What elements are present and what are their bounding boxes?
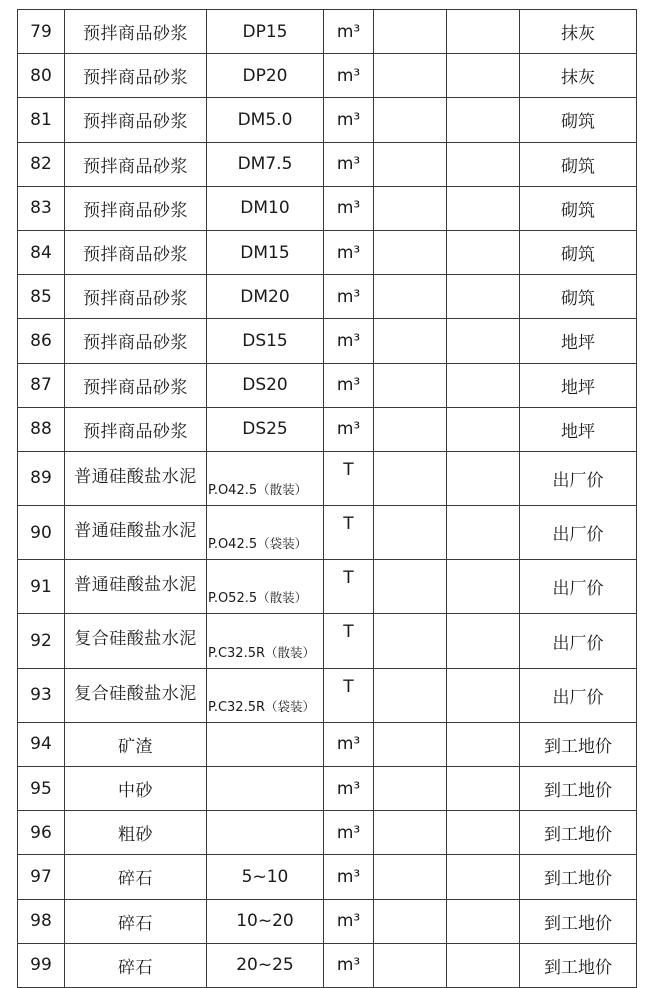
blank-cell — [374, 855, 447, 899]
row-number: 89 — [18, 451, 65, 505]
unit-cell: T — [324, 614, 374, 668]
blank-cell — [374, 275, 447, 319]
material-name: 预拌商品砂浆 — [65, 407, 207, 451]
blank-cell — [374, 767, 447, 811]
spec-cell — [207, 668, 324, 722]
table-row — [18, 186, 637, 230]
material-name: 预拌商品砂浆 — [65, 54, 207, 98]
material-name: 预拌商品砂浆 — [65, 275, 207, 319]
unit-cell: m³ — [324, 767, 374, 811]
spec-cell — [207, 614, 324, 668]
note-cell: 出厂价 — [520, 614, 637, 668]
blank-cell — [374, 319, 447, 363]
material-name: 普通硅酸盐水泥 — [65, 560, 207, 614]
blank-cell — [447, 230, 520, 274]
note-cell: 到工地价 — [520, 722, 637, 766]
table-row — [18, 668, 637, 722]
spec-cell: DM10 — [207, 186, 324, 230]
blank-cell — [447, 363, 520, 407]
blank-cell — [447, 668, 520, 722]
blank-cell — [374, 142, 447, 186]
spec-cell — [207, 767, 324, 811]
table-body — [18, 10, 637, 988]
spec-cell: DP20 — [207, 54, 324, 98]
spec-cell: DM15 — [207, 230, 324, 274]
row-number: 90 — [18, 506, 65, 560]
row-number: 83 — [18, 186, 65, 230]
row-number: 81 — [18, 98, 65, 142]
unit-cell: m³ — [324, 319, 374, 363]
note-cell: 砌筑 — [520, 98, 637, 142]
spec-cell — [207, 560, 324, 614]
spec-cell — [207, 811, 324, 855]
spec-grade: P.C32.5R — [208, 645, 266, 661]
blank-cell — [374, 186, 447, 230]
unit-cell: m³ — [324, 275, 374, 319]
spec-cell: DS20 — [207, 363, 324, 407]
table-row — [18, 363, 637, 407]
price-table — [17, 9, 637, 988]
spec-cell: DM7.5 — [207, 142, 324, 186]
unit-cell: m³ — [324, 407, 374, 451]
table-row — [18, 10, 637, 54]
spec-cell: 10~20 — [207, 899, 324, 943]
row-number: 91 — [18, 560, 65, 614]
note-cell: 出厂价 — [520, 506, 637, 560]
material-name: 普通硅酸盐水泥 — [65, 451, 207, 505]
table-row — [18, 811, 637, 855]
spec-grade: P.O42.5 — [208, 537, 258, 553]
row-number: 88 — [18, 407, 65, 451]
blank-cell — [374, 614, 447, 668]
unit-cell: m³ — [324, 142, 374, 186]
unit-cell: m³ — [324, 855, 374, 899]
material-name: 预拌商品砂浆 — [65, 186, 207, 230]
blank-cell — [447, 54, 520, 98]
blank-cell — [374, 230, 447, 274]
spec-packaging: （袋装） — [265, 698, 316, 714]
blank-cell — [374, 560, 447, 614]
spec-cell: DS25 — [207, 407, 324, 451]
unit-cell: T — [324, 668, 374, 722]
row-number: 99 — [18, 943, 65, 987]
material-name: 粗砂 — [65, 811, 207, 855]
material-name: 矿渣 — [65, 722, 207, 766]
spec-packaging: （袋装） — [257, 536, 308, 552]
row-number: 82 — [18, 142, 65, 186]
unit-cell: T — [324, 451, 374, 505]
spec-cell — [207, 451, 324, 505]
blank-cell — [447, 767, 520, 811]
blank-cell — [374, 899, 447, 943]
note-cell: 砌筑 — [520, 142, 637, 186]
unit-cell: m³ — [324, 230, 374, 274]
row-number: 86 — [18, 319, 65, 363]
unit-cell: m³ — [324, 899, 374, 943]
blank-cell — [447, 275, 520, 319]
note-cell: 到工地价 — [520, 767, 637, 811]
blank-cell — [374, 407, 447, 451]
note-cell: 地坪 — [520, 319, 637, 363]
table-row — [18, 722, 637, 766]
table-row — [18, 407, 637, 451]
note-cell: 出厂价 — [520, 451, 637, 505]
note-cell: 抹灰 — [520, 54, 637, 98]
note-cell: 到工地价 — [520, 899, 637, 943]
row-number: 97 — [18, 855, 65, 899]
spec-packaging: （散装） — [257, 482, 308, 498]
unit-cell: m³ — [324, 811, 374, 855]
spec-packaging: （散装） — [265, 644, 316, 660]
blank-cell — [447, 560, 520, 614]
material-name: 普通硅酸盐水泥 — [65, 506, 207, 560]
spec-cell: DS15 — [207, 319, 324, 363]
row-number: 98 — [18, 899, 65, 943]
table-row — [18, 506, 637, 560]
spec-cell: DP15 — [207, 10, 324, 54]
unit-cell: m³ — [324, 98, 374, 142]
note-cell: 砌筑 — [520, 275, 637, 319]
spec-cell: DM20 — [207, 275, 324, 319]
blank-cell — [447, 506, 520, 560]
note-cell: 抹灰 — [520, 10, 637, 54]
blank-cell — [447, 186, 520, 230]
material-name: 预拌商品砂浆 — [65, 319, 207, 363]
blank-cell — [447, 855, 520, 899]
unit-cell: m³ — [324, 363, 374, 407]
note-cell: 地坪 — [520, 407, 637, 451]
unit-cell: T — [324, 560, 374, 614]
unit-cell: m³ — [324, 186, 374, 230]
row-number: 87 — [18, 363, 65, 407]
row-number: 95 — [18, 767, 65, 811]
row-number: 79 — [18, 10, 65, 54]
table-row — [18, 142, 637, 186]
spec-cell — [207, 506, 324, 560]
material-name: 碎石 — [65, 899, 207, 943]
unit-cell: m³ — [324, 722, 374, 766]
table-row — [18, 899, 637, 943]
table-row — [18, 855, 637, 899]
blank-cell — [447, 407, 520, 451]
unit-cell: T — [324, 506, 374, 560]
blank-cell — [374, 722, 447, 766]
blank-cell — [447, 319, 520, 363]
note-cell: 到工地价 — [520, 855, 637, 899]
blank-cell — [374, 506, 447, 560]
blank-cell — [447, 10, 520, 54]
blank-cell — [374, 668, 447, 722]
table-row — [18, 614, 637, 668]
blank-cell — [447, 811, 520, 855]
note-cell: 砌筑 — [520, 186, 637, 230]
unit-cell: m³ — [324, 10, 374, 54]
note-cell: 出厂价 — [520, 560, 637, 614]
spec-cell — [207, 722, 324, 766]
table-row — [18, 54, 637, 98]
note-cell: 地坪 — [520, 363, 637, 407]
blank-cell — [374, 943, 447, 987]
unit-cell: m³ — [324, 54, 374, 98]
blank-cell — [374, 54, 447, 98]
spec-cell: DM5.0 — [207, 98, 324, 142]
row-number: 92 — [18, 614, 65, 668]
table-row — [18, 275, 637, 319]
note-cell: 出厂价 — [520, 668, 637, 722]
material-name: 中砂 — [65, 767, 207, 811]
row-number: 93 — [18, 668, 65, 722]
blank-cell — [447, 451, 520, 505]
blank-cell — [374, 98, 447, 142]
spec-cell: 5~10 — [207, 855, 324, 899]
material-name: 预拌商品砂浆 — [65, 98, 207, 142]
material-name: 预拌商品砂浆 — [65, 363, 207, 407]
spec-grade: P.O42.5 — [208, 483, 258, 499]
material-name: 预拌商品砂浆 — [65, 10, 207, 54]
row-number: 96 — [18, 811, 65, 855]
material-name: 复合硅酸盐水泥 — [65, 668, 207, 722]
unit-cell: m³ — [324, 943, 374, 987]
blank-cell — [447, 899, 520, 943]
material-name: 碎石 — [65, 943, 207, 987]
blank-cell — [374, 10, 447, 54]
table-row — [18, 230, 637, 274]
spec-grade: P.O52.5 — [208, 591, 258, 607]
row-number: 85 — [18, 275, 65, 319]
blank-cell — [374, 363, 447, 407]
blank-cell — [447, 943, 520, 987]
table-row — [18, 560, 637, 614]
table-row — [18, 319, 637, 363]
row-number: 80 — [18, 54, 65, 98]
table-row — [18, 767, 637, 811]
spec-cell: 20~25 — [207, 943, 324, 987]
note-cell: 到工地价 — [520, 811, 637, 855]
row-number: 84 — [18, 230, 65, 274]
material-name: 预拌商品砂浆 — [65, 142, 207, 186]
table-row — [18, 943, 637, 987]
spec-packaging: （散装） — [257, 590, 308, 606]
blank-cell — [447, 722, 520, 766]
blank-cell — [447, 142, 520, 186]
material-name: 碎石 — [65, 855, 207, 899]
blank-cell — [374, 811, 447, 855]
blank-cell — [447, 614, 520, 668]
table-row — [18, 451, 637, 505]
blank-cell — [447, 98, 520, 142]
note-cell: 到工地价 — [520, 943, 637, 987]
row-number: 94 — [18, 722, 65, 766]
spec-grade: P.C32.5R — [208, 699, 266, 715]
note-cell: 砌筑 — [520, 230, 637, 274]
blank-cell — [374, 451, 447, 505]
table-row — [18, 98, 637, 142]
material-name: 复合硅酸盐水泥 — [65, 614, 207, 668]
material-name: 预拌商品砂浆 — [65, 230, 207, 274]
